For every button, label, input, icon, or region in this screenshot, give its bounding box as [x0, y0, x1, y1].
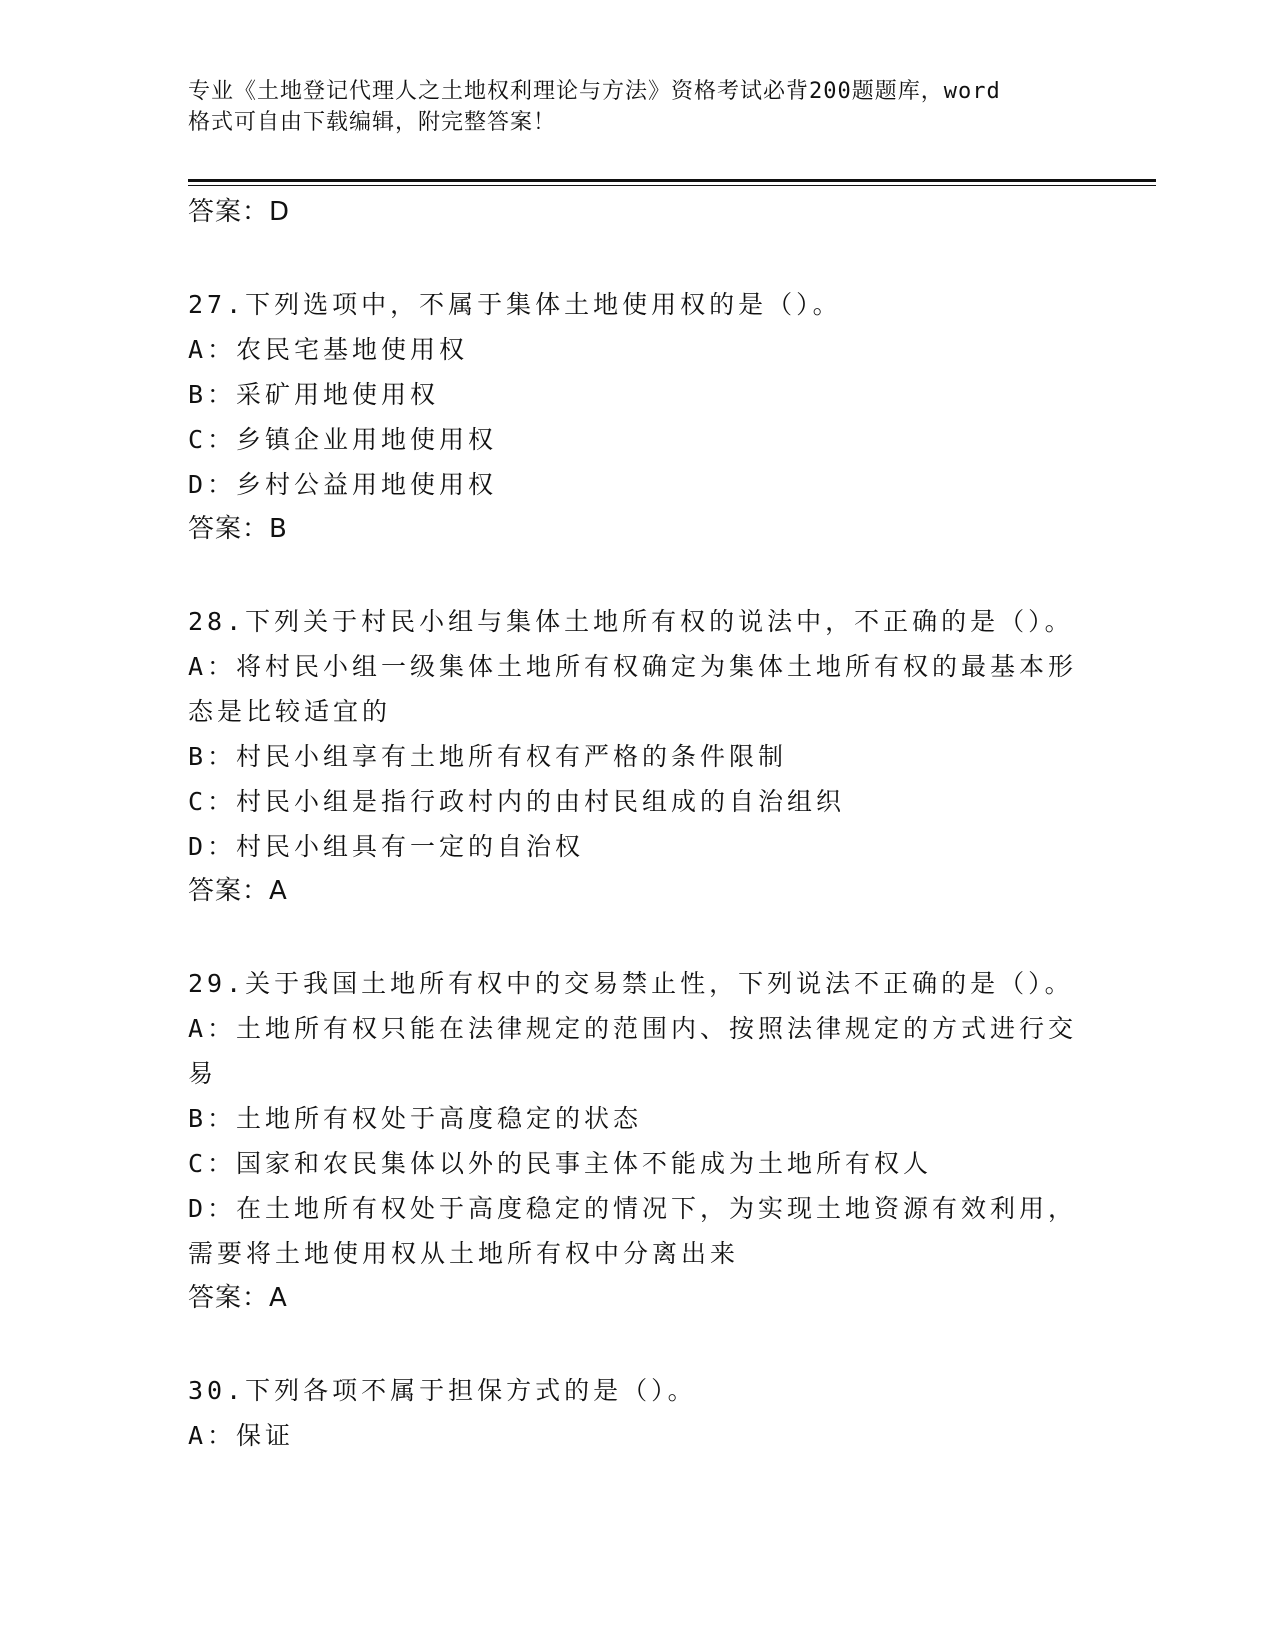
header-line-1: 专业《土地登记代理人之土地权利理论与方法》资格考试必背200题题库，word	[188, 79, 1001, 104]
question-list	[188, 190, 1088, 1458]
spacer	[188, 914, 1088, 961]
option-d: D：乡村公益用地使用权	[188, 470, 498, 499]
answer-line: 答案：A	[188, 876, 288, 906]
option-d: D：在土地所有权处于高度稳定的情况下，为实现土地资源有效利用，需要将土地使用权从土地所有权中分离出来	[188, 1194, 1078, 1268]
answer-line: 答案：D	[188, 197, 291, 227]
spacer	[188, 235, 1088, 282]
option-a: A：保证	[188, 1421, 295, 1450]
option-b: B：土地所有权处于高度稳定的状态	[188, 1104, 643, 1133]
question-28	[188, 599, 1088, 914]
option-a: A：土地所有权只能在法律规定的范围内、按照法律规定的方式进行交易	[188, 1014, 1078, 1088]
question-30	[188, 1368, 1088, 1458]
option-c: C：乡镇企业用地使用权	[188, 425, 498, 454]
option-b: B：采矿用地使用权	[188, 380, 440, 409]
option-c: C：国家和农民集体以外的民事主体不能成为土地所有权人	[188, 1149, 933, 1178]
document-header	[188, 76, 1068, 138]
question-stem: 30.下列各项不属于担保方式的是（）。	[188, 1376, 697, 1405]
question-stem: 28.下列关于村民小组与集体土地所有权的说法中，不正确的是（）。	[188, 607, 1074, 636]
option-b: B：村民小组享有土地所有权有严格的条件限制	[188, 742, 788, 771]
question-27	[188, 282, 1088, 552]
option-a: A：将村民小组一级集体土地所有权确定为集体土地所有权的最基本形态是比较适宜的	[188, 652, 1078, 726]
answer-line: 答案：A	[188, 1283, 288, 1313]
header-line-2: 格式可自由下载编辑，附完整答案！	[188, 110, 557, 135]
option-c: C：村民小组是指行政村内的由村民组成的自治组织	[188, 787, 846, 816]
header-rule-thin	[188, 185, 1156, 186]
answer-line: 答案：B	[188, 514, 288, 544]
question-29	[188, 961, 1088, 1321]
option-a: A：农民宅基地使用权	[188, 335, 469, 364]
spacer	[188, 1321, 1088, 1368]
question-stem: 27.下列选项中，不属于集体土地使用权的是（）。	[188, 290, 842, 319]
question-stem: 29.关于我国土地所有权中的交易禁止性，下列说法不正确的是（）。	[188, 969, 1074, 998]
header-rule-thick	[188, 179, 1156, 182]
option-d: D：村民小组具有一定的自治权	[188, 832, 585, 861]
spacer	[188, 552, 1088, 599]
